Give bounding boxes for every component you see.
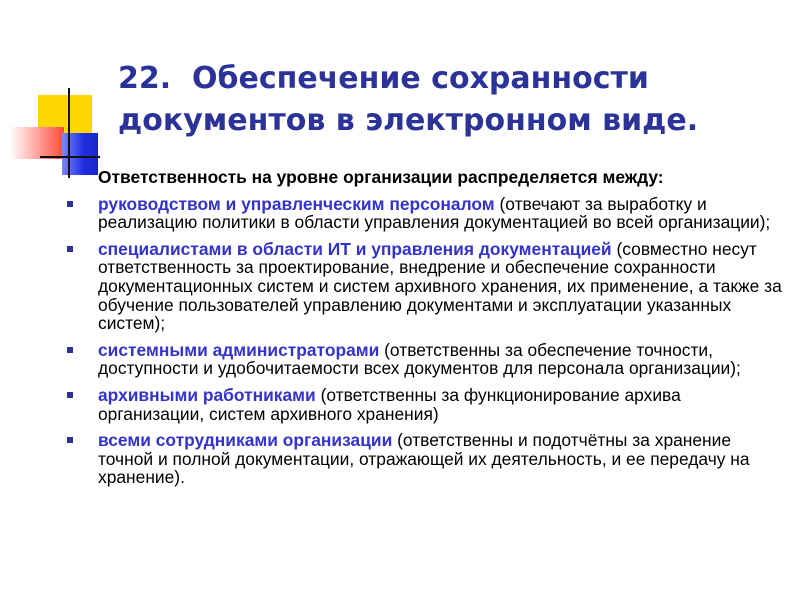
square-bullet-icon <box>67 347 73 353</box>
list-item-term: специалистами в области ИТ и управления документацией <box>98 238 612 259</box>
slide-title: 22. Обеспечение сохранности документов в электронном виде. <box>118 61 699 138</box>
list-item-text: (совместно несут ответственность за проектирование, внедрение и обеспечение сохранности документационных систем и систем архивного хранения, их применение, а также за обучение пользователей управлению документами и эксплуатации указанных систем); <box>98 238 782 334</box>
list-item <box>60 431 790 487</box>
list-item <box>60 240 790 333</box>
square-bullet-icon <box>67 246 73 252</box>
square-bullet-icon <box>67 392 73 398</box>
square-bullet-icon <box>67 201 73 207</box>
list-item-text: (ответственны за обеспечение точности, доступности и удобочитаемости всех документов для персонала организации); <box>98 339 741 379</box>
decor-red-square <box>10 127 64 159</box>
list-item <box>60 341 790 378</box>
square-bullet-icon <box>67 437 73 443</box>
decor-line-gap <box>100 156 800 158</box>
list-item-text: (ответственны и подотчётны за хранение точной и полной документации, отражающей их деятельность, и ее передачу на хранение). <box>98 430 750 488</box>
intro-text: Ответственность на уровне организации распределяется между: <box>98 167 664 187</box>
slide-body <box>60 168 790 495</box>
list-item-text: (отвечают за выработку и реализацию политики в области управления документацией во всей организации); <box>98 193 771 233</box>
decor-vertical-line <box>68 88 70 178</box>
list-item <box>60 195 790 232</box>
list-item-text: (ответственны за функционирование архива организации, систем архивного хранения) <box>98 384 681 424</box>
list-item-term: всеми сотрудниками организации <box>98 430 393 451</box>
list-item-term: архивными работниками <box>98 384 316 405</box>
list-item <box>60 386 790 423</box>
responsibility-list <box>60 195 790 487</box>
list-item-term: руководством и управленческим персоналом <box>98 193 495 214</box>
list-item-term: системными администраторами <box>98 339 380 360</box>
